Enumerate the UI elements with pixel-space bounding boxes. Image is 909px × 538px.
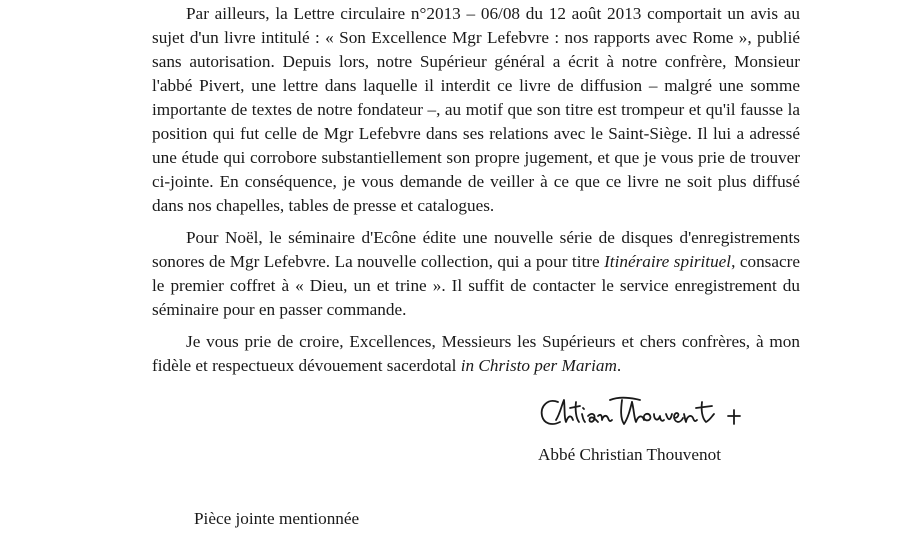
signature-image xyxy=(536,392,766,438)
latin-phrase: in Christo per Mariam xyxy=(460,356,617,375)
collection-title: Itinéraire spirituel xyxy=(604,252,732,271)
paragraph-2-text-a: Pour Noël, le séminaire d'Ecône édite une nouvelle série de disques d'enregistrements sonores de Mgr Lefebvre. La nouvelle collection, qui a pour titre xyxy=(152,228,800,271)
handwritten-signature xyxy=(530,392,770,440)
paragraph-2-text-b: , consacre le premier coffret à « Dieu, un et trine ». Il suffit de contacter le service enregistrement du séminaire pour en passer commande. xyxy=(152,252,800,319)
paragraph-1-text: Par ailleurs, la Lettre circulaire n°2013 – 06/08 du 12 août 2013 comportait un avis au sujet d'un livre intitulé : « Son Excellence Mgr Lefebvre : nos rapports avec Rome », publié sans autorisation. Depuis lors, notre Supérieur général a écrit à notre confrère, Monsieur l'abbé Pivert, une lettre dans laquelle il interdit ce livre de diffusion – malgré une somme importante de textes de notre fondateur –, au motif que son titre est trompeur et qu'il fausse la position qui fut celle de Mgr Lefebvre dans ses relations avec le Saint-Siège. Il lui a adressé une étude qui corrobore substantiellement son propre jugement, et que je vous prie de trouver ci-jointe. En conséquence, je vous demande de veiller à ce que ce livre ne soit plus diffusé dans nos chapelles, tables de presse et catalogues. xyxy=(152,4,800,215)
paragraph-recordings xyxy=(152,226,800,322)
paragraph-3-text-a: Je vous prie de croire, Excellences, Messieurs les Supérieurs et chers confrères, à mon fidèle et respectueux dévouement sacerdotal xyxy=(152,332,800,375)
signer-name: Abbé Christian Thouvenot xyxy=(538,445,721,464)
paragraph-3-text-b: . xyxy=(616,356,622,375)
paragraph-closing xyxy=(152,330,800,378)
paragraph-book-notice xyxy=(152,2,800,218)
enclosure-note: Pièce jointe mentionnée xyxy=(194,509,360,528)
letter-body xyxy=(152,2,800,386)
